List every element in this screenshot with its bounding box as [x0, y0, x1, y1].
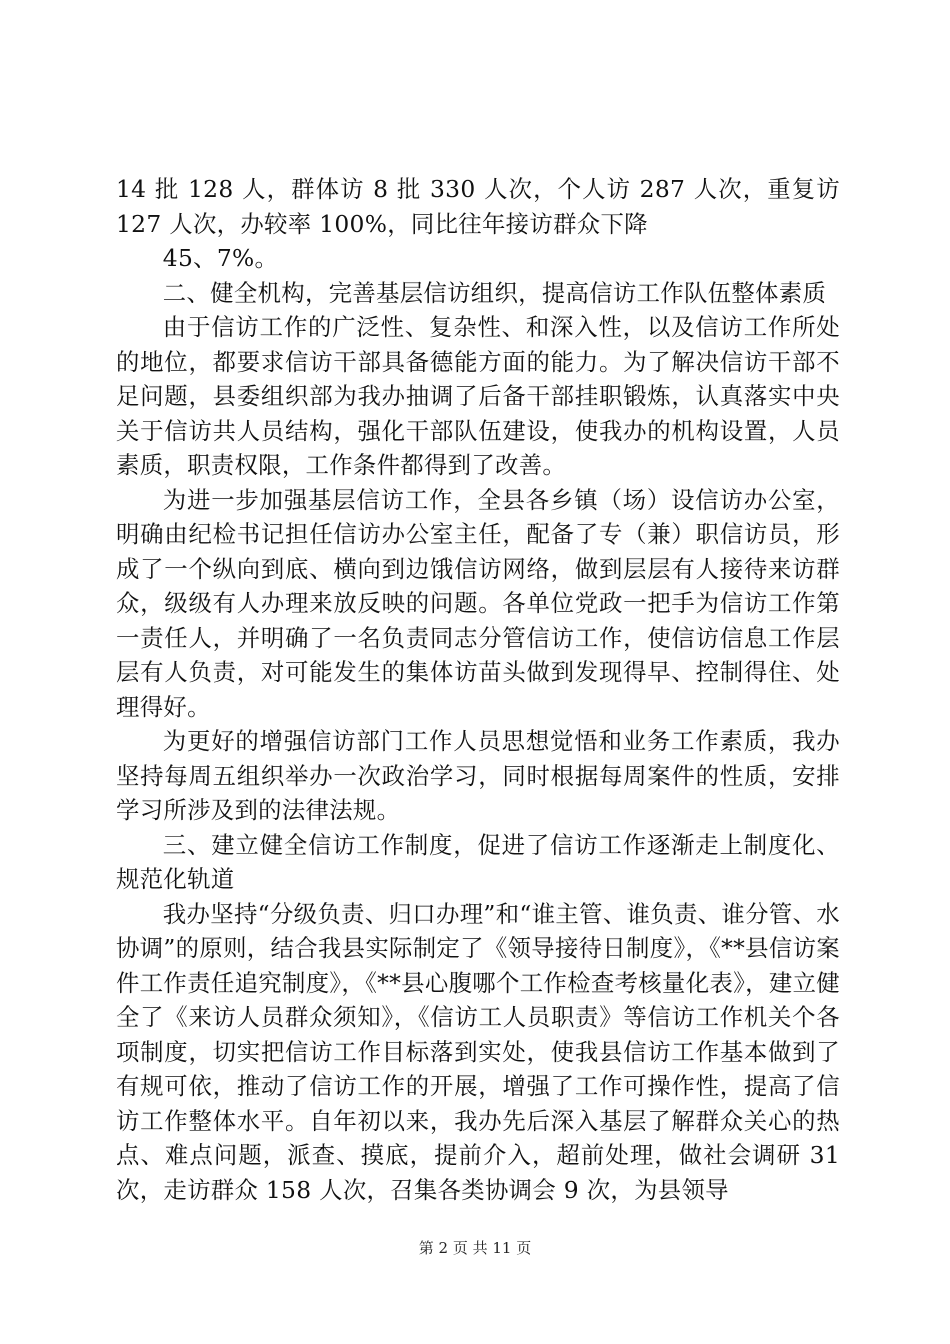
paragraph-5: 为进一步加强基层信访工作，全县各乡镇（场）设信访办公室，明确由纪检书记担任信访办公室主任，配备了专（兼）职信访员，形成了一个纵向到底、横向到边饿信访网络，做到层层有人接待来访群众，级级有人办理来放反映的问题。各单位党政一把手为信访工作第一责任人，并明确了一名负责同志分管信访工作，使信访信息工作层层有人负责，对可能发生的集体访苗头做到发现得早、控制得住、处理得好。: [116, 485, 840, 721]
paragraph-2: 45、7%。: [162, 244, 279, 272]
paragraph-1: 14 批 128 人，群体访 8 批 330 人次，个人访 287 人次，重复访 127 人次，办较率 100%，同比往年接访群众下降: [116, 175, 840, 238]
document-body: [116, 172, 840, 1207]
page-footer: 第 2 页 共 11 页: [418, 1239, 532, 1257]
paragraph-6: 为更好的增强信访部门工作人员思想觉悟和业务工作素质，我办坚持每周五组织举办一次政治学习，同时根据每周案件的性质，安排学习所涉及到的法律法规。: [116, 727, 840, 824]
section-heading-3: 三、建立健全信访工作制度，促进了信访工作逐渐走上制度化、规范化轨道: [116, 830, 840, 893]
section-heading-2: 二、健全机构，完善基层信访组织，提高信访工作队伍整体素质: [162, 278, 827, 307]
paragraph-8: 我办坚持“分级负责、归口办理”和“谁主管、谁负责、谁分管、水协调”的原则，结合我县实际制定了《领导接待日制度》，《**县信访案件工作责任追究制度》，《**县心腹哪个工作检查考核量化表》，建立健全了《来访人员群众须知》，《信访工人员职责》等信访工作机关个各项制度，切实把信访工作目标落到实处，使我县信访工作基本做到了有规可依，推动了信访工作的开展，增强了工作可操作性，提高了信访工作整体水平。自年初以来，我办先后深入基层了解群众关心的热点、难点问题，派查、摸底，提前介入，超前处理，做社会调研 31 次，走访群众 158 人次，召集各类协调会 9 次，为县领导: [116, 899, 840, 1204]
paragraph-4: 由于信访工作的广泛性、复杂性、和深入性，以及信访工作所处的地位，都要求信访干部具备德能方面的能力。为了解决信访干部不足问题，县委组织部为我办抽调了后备干部挂职锻炼，认真落实中央关于信访共人员结构，强化干部队伍建设，使我办的机构设置，人员素质，职责权限，工作条件都得到了改善。: [116, 313, 840, 479]
